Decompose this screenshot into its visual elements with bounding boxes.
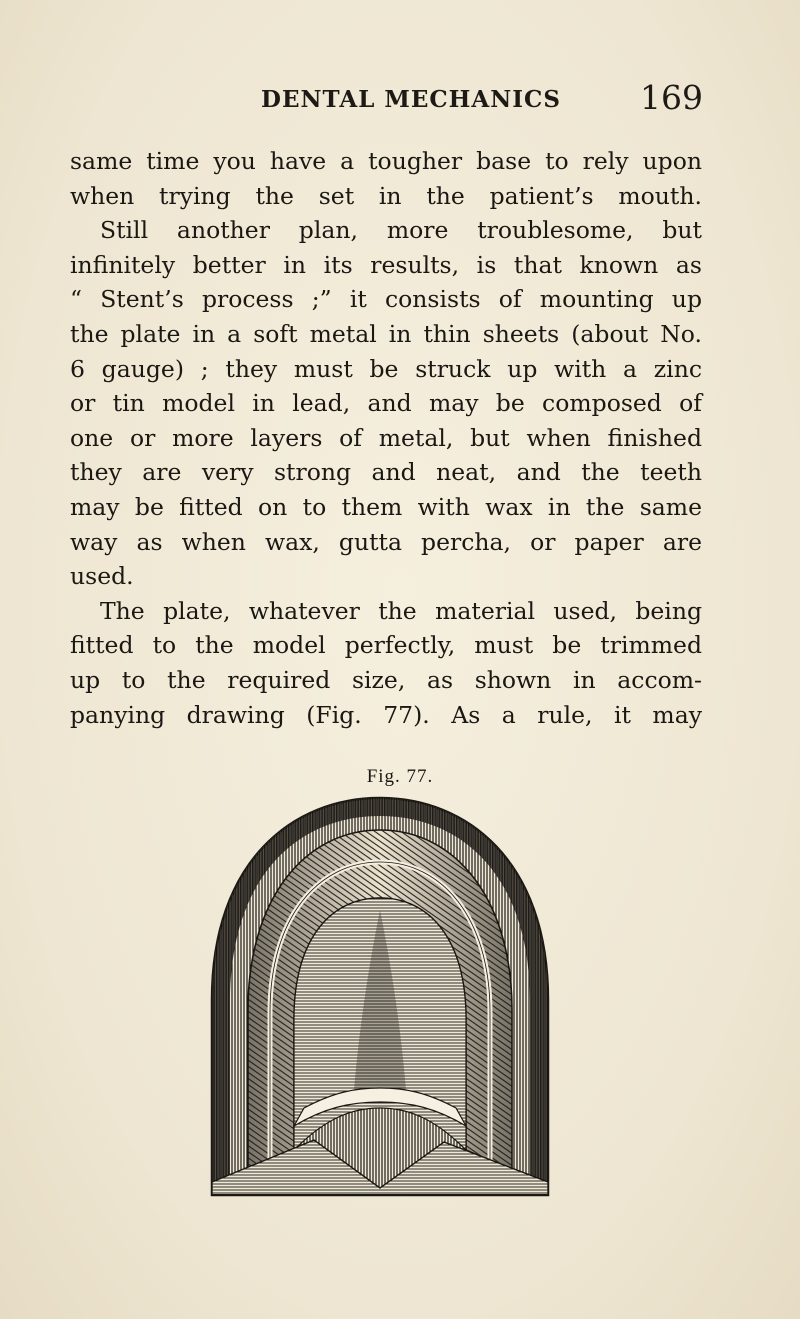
text-line: when trying the set in the patient’s mouth. <box>70 181 702 210</box>
text-line: Still another plan, more troublesome, but <box>100 216 702 245</box>
text-line: same time you have a tougher base to rely upon <box>70 147 702 175</box>
text-line: “ Stent’s process ;” it consists of mounting up <box>70 285 702 314</box>
page-number: 169 <box>640 78 703 117</box>
text-line: or tin model in lead, and may be composed of <box>70 389 702 418</box>
figure-caption: Fig. 77. <box>366 766 434 787</box>
text-line: may be fitted on to them with wax in the same <box>70 492 702 521</box>
text-line: panying drawing (Fig. 77). As a rule, it may <box>70 700 702 729</box>
text-line: infinitely better in its results, is that known as <box>70 250 702 279</box>
text-line: the plate in a soft metal in thin sheets (about No. <box>70 319 702 348</box>
text-line: 6 gauge) ; they must be struck up with a zinc <box>70 354 702 383</box>
page-header <box>0 78 800 122</box>
text-line: fitted to the model perfectly, must be trimmed <box>70 631 702 660</box>
text-line: The plate, whatever the material used, being <box>100 596 702 625</box>
body-text <box>70 144 702 732</box>
text-line: they are very strong and neat, and the teeth <box>70 458 702 487</box>
text-line: used. <box>70 562 134 591</box>
text-line: up to the required size, as shown in accom- <box>70 665 702 694</box>
running-head: DENTAL MECHANICS <box>261 86 561 113</box>
dental-plate-figure-icon <box>204 790 556 1198</box>
text-line: one or more layers of metal, but when finished <box>70 423 702 452</box>
text-line: way as when wax, gutta percha, or paper are <box>70 527 702 556</box>
